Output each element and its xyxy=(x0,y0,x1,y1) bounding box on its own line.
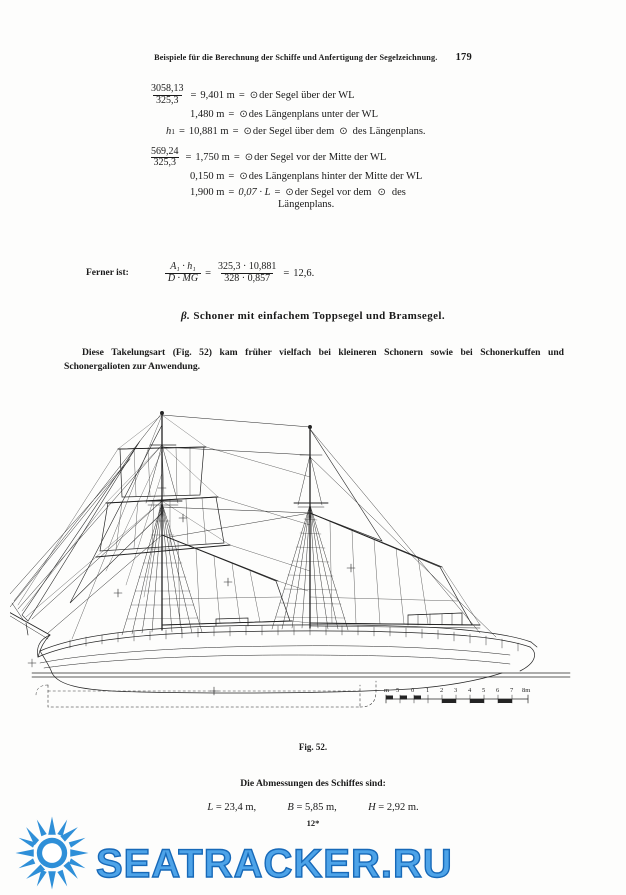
equals-sign-2: = xyxy=(238,89,245,101)
formula-2-text: des Längenplans unter der WL xyxy=(248,108,378,120)
fraction-1 xyxy=(148,84,187,107)
circled-dot-icon: ⊙ xyxy=(244,152,254,164)
formula-1-value: 9,401 m xyxy=(200,89,235,101)
figure-schooner-rigging xyxy=(10,385,616,715)
section-title: Schoner mit einfachem Toppsegel und Bramsegel. xyxy=(193,310,445,322)
equals-sign-2b: = xyxy=(228,108,235,120)
formula-1-text: der Segel über der WL xyxy=(259,89,355,101)
equals-sign-3b: = xyxy=(232,125,239,137)
fraction-2-denominator: 325,3 xyxy=(151,157,180,169)
equals-sign-4: = xyxy=(185,152,192,164)
formula-3-symbol: h xyxy=(166,125,172,137)
beam-equals: = xyxy=(296,802,303,813)
formula-4-text: der Segel vor der Mitte der WL xyxy=(254,152,387,164)
svg-text:3: 3 xyxy=(454,687,458,694)
figure-caption: Fig. 52. xyxy=(298,742,328,752)
ferner-fraction-mid xyxy=(215,262,279,285)
section-marker: β. xyxy=(181,310,191,322)
formula-block xyxy=(0,84,626,210)
svg-text:m: m xyxy=(384,687,390,694)
fraction-2-numerator: 569,24 xyxy=(151,145,179,157)
circled-dot-icon: ⊙ xyxy=(285,187,294,199)
svg-text:5: 5 xyxy=(482,687,486,694)
formula-3-symbol-sub: 1 xyxy=(171,126,175,136)
beam-value: 5,85 m, xyxy=(305,802,337,813)
formula-row-5 xyxy=(0,171,626,182)
equals-sign-6b: = xyxy=(274,187,281,199)
formula-row-1 xyxy=(0,84,626,107)
length-symbol: L xyxy=(207,802,214,813)
ferner-left-denominator: D · MG xyxy=(165,273,201,285)
running-head xyxy=(0,52,626,63)
ferner-fraction-left xyxy=(165,262,201,285)
watermark-text: SEATRACKER.RU xyxy=(96,842,453,886)
formula-5-value: 0,150 m xyxy=(190,171,225,183)
formula-row-4 xyxy=(0,147,626,170)
equals-sign-6: = xyxy=(228,187,235,199)
fraction-2 xyxy=(148,147,182,170)
ferner-left-numerator: A₁ · h₁ xyxy=(170,261,196,272)
formula-6-text2: des xyxy=(391,187,406,199)
formula-3-value: 10,881 m xyxy=(188,125,229,137)
formula-5-text: des Längenplans hinter der Mitte der WL xyxy=(248,171,423,183)
ferner-result: 12,6. xyxy=(293,267,315,279)
formula-4-value: 1,750 m xyxy=(195,152,230,164)
depth-symbol: H xyxy=(368,802,376,813)
svg-text:7: 7 xyxy=(510,687,514,694)
length-equals: = xyxy=(215,802,222,813)
formula-2-value: 1,480 m xyxy=(190,108,225,120)
fraction-1-denominator: 325,3 xyxy=(153,95,182,107)
ferner-equals-1: = xyxy=(205,267,212,279)
dimensions-values xyxy=(0,802,626,813)
beam-symbol: B xyxy=(287,802,294,813)
svg-text:5: 5 xyxy=(396,687,400,694)
circled-dot-icon: ⊙ xyxy=(243,125,252,137)
dimensions-heading: Die Abmessungen des Schiffes sind: xyxy=(240,778,386,789)
fraction-1-numerator: 3058,13 xyxy=(151,83,184,94)
equals-sign-3: = xyxy=(179,125,185,137)
ferner-label: Ferner ist: xyxy=(86,268,129,279)
svg-text:2: 2 xyxy=(440,687,444,694)
body-paragraph xyxy=(64,346,564,374)
depth-value: 2,92 m. xyxy=(386,802,419,813)
equals-sign: = xyxy=(190,89,197,101)
ferner-expression xyxy=(129,262,314,285)
formula-6-value: 1,900 m xyxy=(190,187,225,199)
circled-dot-icon: ⊙ xyxy=(239,108,248,120)
ferner-line xyxy=(0,262,626,285)
formula-3-text2: des Längenplans. xyxy=(352,125,426,137)
svg-text:1: 1 xyxy=(426,687,430,694)
ferner-mid-denominator: 328 · 0,857 xyxy=(221,273,273,285)
paragraph-text: Diese Takelungsart (Fig. 52) kam früher vielfach bei kleineren Schonern sowie bei Schonerkuffen und Schonergalioten zur Anwendung. xyxy=(64,347,564,372)
formula-row-6 xyxy=(0,187,626,198)
formula-6-text: der Segel vor dem xyxy=(294,187,372,199)
scale-bar-labels xyxy=(384,687,530,694)
circled-dot-icon: ⊙ xyxy=(249,89,259,101)
folio-signature: 12* xyxy=(306,818,320,828)
equals-sign-5: = xyxy=(228,171,235,183)
ferner-mid-numerator: 325,3 · 10,881 xyxy=(218,261,277,272)
circled-dot-icon-2: ⊙ xyxy=(339,125,348,137)
depth-equals: = xyxy=(378,802,385,813)
svg-text:6: 6 xyxy=(496,687,500,694)
formula-row-2 xyxy=(0,109,626,120)
formula-6-continuation: Längenplans. xyxy=(278,199,335,211)
formula-row-3 xyxy=(0,126,626,137)
page-number: 179 xyxy=(455,52,472,63)
length-value: 23,4 m, xyxy=(224,802,257,813)
equals-sign-4b: = xyxy=(233,152,240,164)
svg-text:0: 0 xyxy=(411,687,415,694)
circled-dot-icon: ⊙ xyxy=(239,171,248,183)
section-heading xyxy=(0,310,626,322)
formula-6-coefficient: 0,07 · L xyxy=(238,187,271,199)
formula-3-text: der Segel über dem xyxy=(252,125,335,137)
schooner-drawing xyxy=(10,385,616,715)
svg-text:4: 4 xyxy=(468,687,472,694)
running-head-title: Beispiele für die Berechnung der Schiffe und Anfertigung der Segelzeichnung. xyxy=(154,53,438,62)
ferner-equals-2: = xyxy=(283,267,290,279)
circled-dot-icon-2: ⊙ xyxy=(377,187,386,199)
svg-text:8m: 8m xyxy=(522,687,531,694)
